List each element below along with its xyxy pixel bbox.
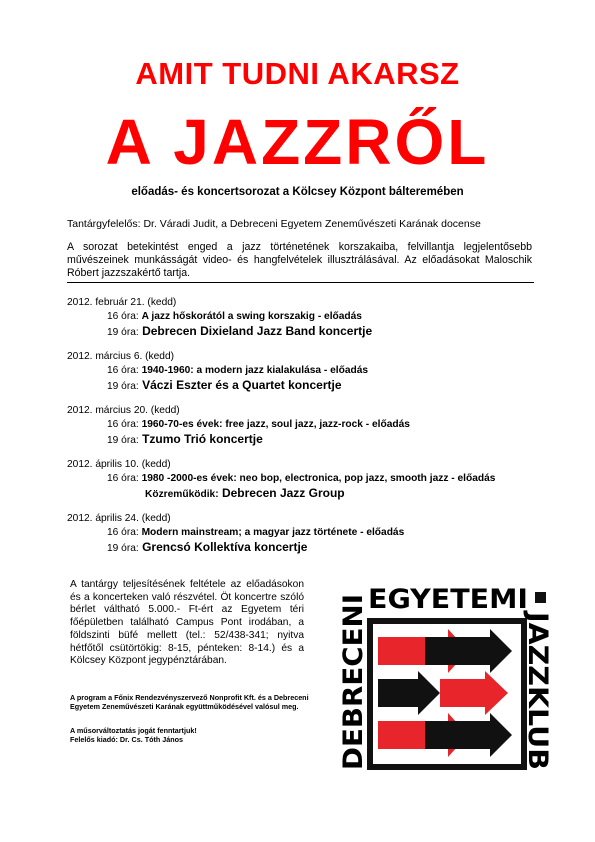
logo-left-text: DEBRECENI — [338, 598, 369, 770]
concert-title: Grencsó Kollektíva koncertje — [142, 540, 308, 554]
lecture-time: 16 óra: — [107, 473, 139, 484]
organizer-note: A program a Főnix Rendezvényszervező Nonprofit Kft. és a Debreceni Egyetem Zeneművészeti Karának együttműködésével valósul meg. — [70, 693, 309, 711]
logo-square-mark — [535, 592, 546, 603]
schedule-item — [67, 404, 410, 448]
schedule-item — [67, 296, 372, 340]
concert-time: 19 óra: — [107, 381, 139, 392]
schedule-date: 2012. február 21. (kedd) — [67, 297, 177, 308]
lecture-title: A jazz hőskorától a swing korszakig - előadás — [141, 311, 362, 322]
course-responsible: Tantárgyfelelős: Dr. Váradi Judit, a Debreceni Egyetem Zeneművészeti Karának docense — [67, 218, 481, 230]
lecture-time: 16 óra: — [107, 419, 139, 430]
title-line-1: AMIT TUDNI AKARSZ — [135, 56, 460, 91]
concert-time: 19 óra: — [107, 435, 139, 446]
intro-paragraph: A sorozat betekintést enged a jazz történetének korszakaiba, felvillantja legjelentősebb művészeinek munkásságát video- és hangfelvételek illusztrálásával. Az előadásokat Maloschik Róbert jazzszakértő tartja. — [67, 241, 532, 279]
logo-top-text: EGYETEMI — [368, 584, 528, 615]
lecture-title: 1980 -2000-es évek: neo bop, electronica, pop jazz, smooth jazz - előadás — [141, 473, 496, 484]
concert-title: Debrecen Jazz Group — [221, 486, 345, 500]
publisher-name: Felelős kiadó: Dr. Cs. Tóth János — [70, 735, 184, 744]
changes-note: A műsorváltoztatás jogát fenntartjuk! — [70, 726, 197, 735]
lecture-title: 1940-1960: a modern jazz kialakulása - előadás — [141, 365, 369, 376]
lecture-time: 16 óra: — [107, 311, 139, 322]
publisher-note — [70, 726, 315, 744]
concert-title: Váczi Eszter és a Quartet koncertje — [142, 378, 342, 392]
concert-time: 19 óra: — [107, 327, 139, 338]
schedule-item — [67, 512, 404, 556]
concert-title: Tzumo Trió koncertje — [142, 432, 263, 446]
logo-right-text: JAZZKLUB — [522, 612, 553, 762]
schedule-date: 2012. április 10. (kedd) — [67, 459, 171, 470]
concert-title: Debrecen Dixieland Jazz Band koncertje — [142, 324, 373, 338]
concert-time: 19 óra: — [107, 543, 139, 554]
schedule-item — [67, 458, 495, 502]
jazzklub-logo — [330, 575, 560, 775]
schedule-date: 2012. március 6. (kedd) — [67, 351, 175, 362]
title-line-2: A JAZZRŐL — [105, 106, 490, 178]
schedule-item — [67, 350, 368, 394]
divider-line — [67, 282, 534, 283]
lecture-title: Modern mainstream; a magyar jazz története - előadás — [141, 527, 405, 538]
schedule-date: 2012. március 20. (kedd) — [67, 405, 180, 416]
concert-time: Közreműködik: — [145, 489, 219, 500]
conditions-paragraph: A tantárgy teljesítésének feltétele az előadásokon és a koncerteken való részvétel. Öt koncertre szóló bérlet váltható 5.000.- Ft-ért az Egyetem téri főépületben található Campus Pont irodában, a földszinti büfé mellett (tel.: 52/438-341; nyitva hétfőtől csütörtökig: 8-15, pénteken: 8-14.) és a Kölcsey Központ jegypénztárában. — [70, 579, 304, 667]
lecture-time: 16 óra: — [107, 527, 139, 538]
lecture-title: 1960-70-es évek: free jazz, soul jazz, jazz-rock - előadás — [141, 419, 410, 430]
lecture-time: 16 óra: — [107, 365, 139, 376]
logo-arrows-graphic — [367, 618, 527, 770]
schedule-date: 2012. április 24. (kedd) — [67, 513, 171, 524]
subtitle: előadás- és koncertsorozat a Kölcsey Központ bálteremében — [131, 186, 464, 198]
